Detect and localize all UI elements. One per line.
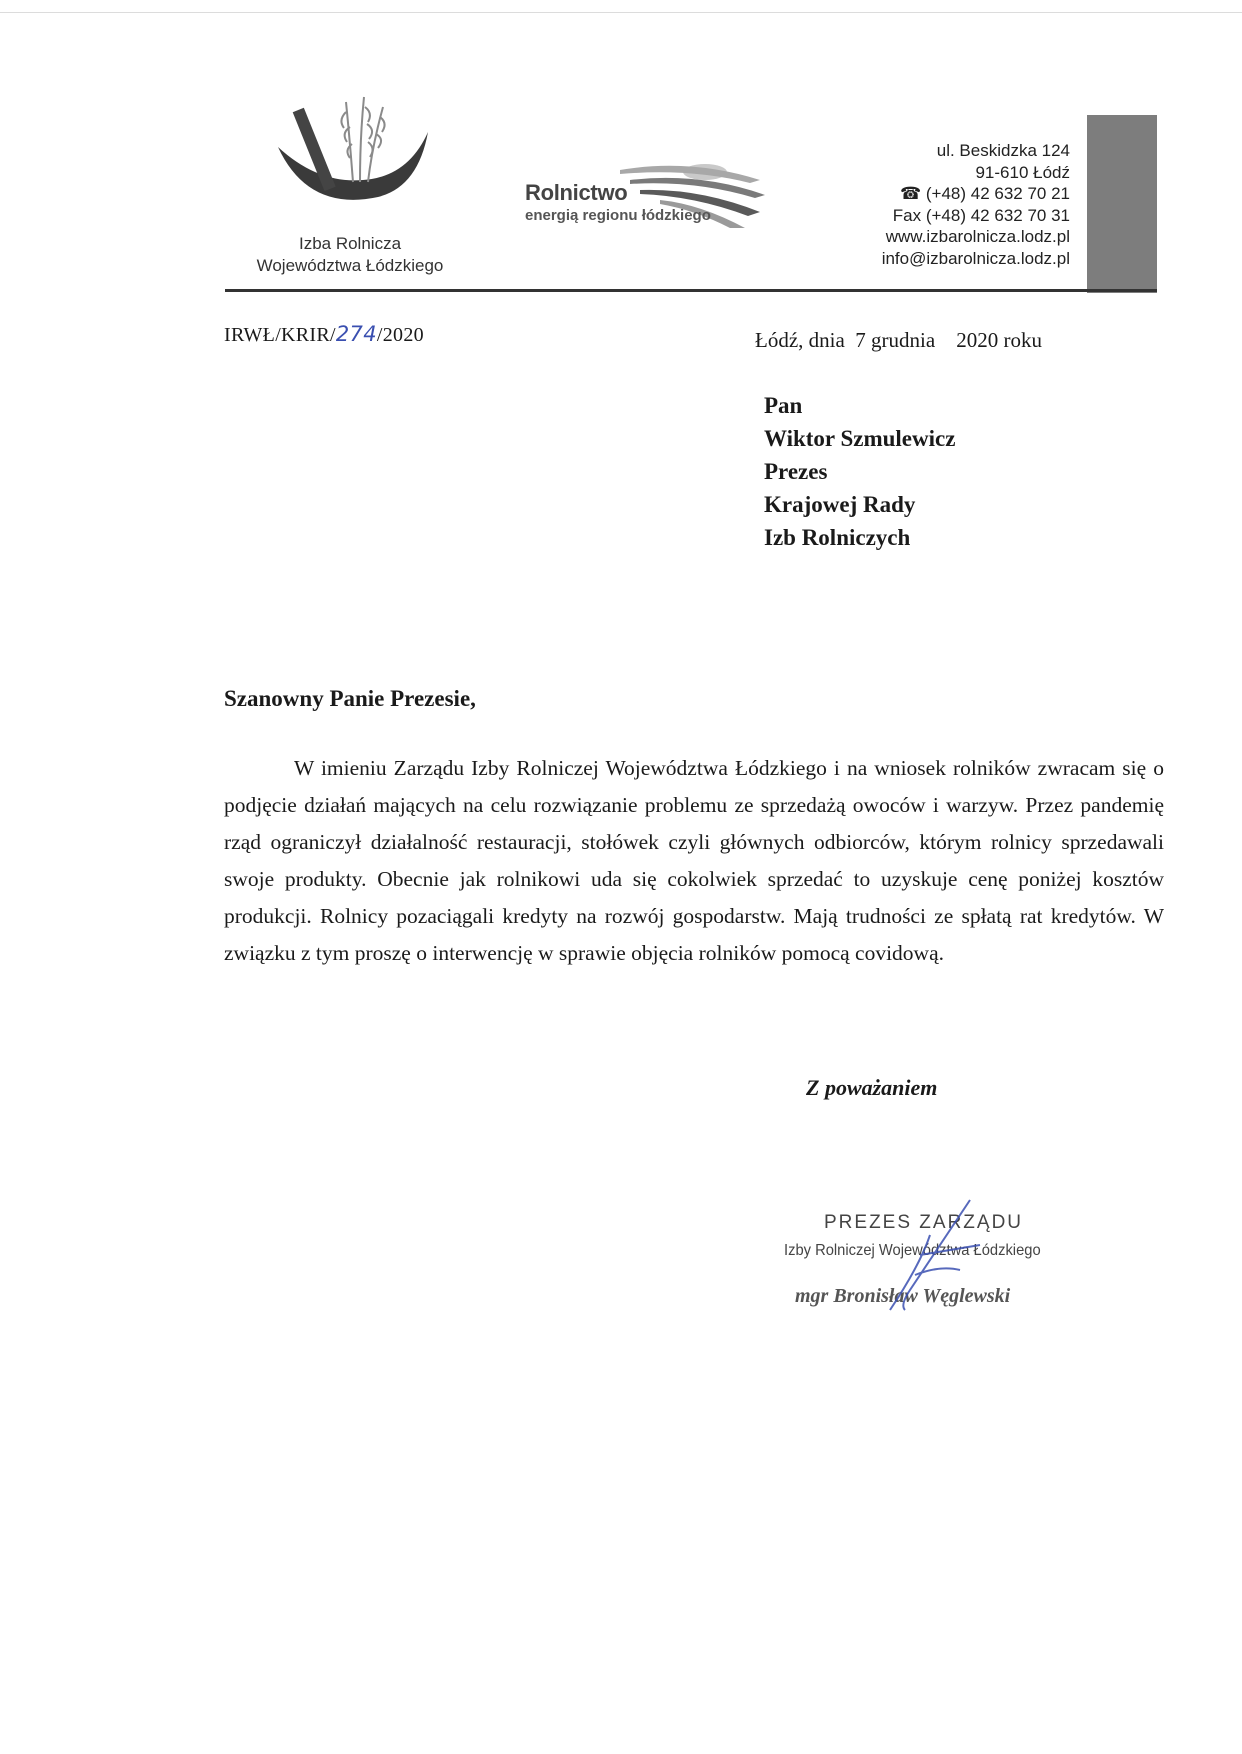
recipient-block bbox=[764, 389, 955, 554]
reference-suffix: /2020 bbox=[376, 324, 424, 346]
izba-rolnicza-logo-icon bbox=[268, 92, 438, 222]
stamp-name: mgr Bronisław Węglewski bbox=[795, 1285, 1011, 1307]
recipient-line: Pan bbox=[764, 393, 803, 418]
closing: Z poważaniem bbox=[806, 1075, 938, 1100]
org-name-line2: Województwa Łódzkiego bbox=[256, 256, 444, 275]
address-street: ul. Beskidzka 124 bbox=[936, 141, 1070, 160]
stamp-organization: Izby Rolniczej Województwa Łódzkiego bbox=[784, 1242, 1041, 1259]
recipient-line: Izb Rolniczych bbox=[764, 525, 911, 550]
fax-number: Fax (+48) 42 632 70 31 bbox=[892, 205, 1070, 225]
email-link[interactable]: info@izbarolnicza.lodz.pl bbox=[881, 248, 1070, 268]
reference-handwritten-number: 274 bbox=[335, 322, 377, 346]
letter-body: W imieniu Zarządu Izby Rolniczej Województwa Łódzkiego i na wniosek rolników zwracam się o podjęcie działań mających na celu rozwiązanie problemu ze sprzedażą owoców i warzyw. Przez pandemię rząd ograniczył działalność restauracji, stołówek czyli głównych odbiorców, którym rolnicy sprzedawali swoje produkty. Obecnie jak rolnikowi uda się cokolwiek sprzedać to uzyskuje cenę poniżej kosztów produkcji. Rolnicy pozaciągali kredyty na rozwój gospodarstw. Mają trudności ze spłatą rat kredytów. W związku z tym proszę o interwencję w sprawie objęcia rolników pomocą covidową. bbox=[224, 756, 1164, 965]
org-name-line1: Izba Rolnicza bbox=[298, 234, 402, 253]
contact-block bbox=[882, 140, 1070, 269]
header-grey-block bbox=[1087, 115, 1157, 293]
address-city: 91-610 Łódź bbox=[975, 162, 1070, 182]
scan-edge-line bbox=[0, 12, 1242, 13]
header-divider bbox=[225, 289, 1157, 292]
website-link[interactable]: www.izbarolnicza.lodz.pl bbox=[885, 227, 1070, 246]
date-line: Łódź, dnia 7 grudnia 2020 roku bbox=[755, 328, 1042, 352]
handwritten-signature-icon bbox=[860, 1195, 990, 1325]
salutation: Szanowny Panie Prezesie, bbox=[224, 686, 476, 711]
recipient-line: Prezes bbox=[764, 459, 828, 484]
stamp-title: PREZES ZARZĄDU bbox=[824, 1212, 1024, 1233]
recipient-line: Wiktor Szmulewicz bbox=[764, 426, 956, 451]
reference-number bbox=[224, 322, 424, 347]
phone-number: ☎ (+48) 42 632 70 21 bbox=[899, 184, 1070, 203]
brand-title: Rolnictwo bbox=[525, 180, 628, 205]
brand-subtitle: energią regionu łódzkiego bbox=[525, 207, 711, 224]
org-name bbox=[210, 233, 490, 277]
recipient-line: Krajowej Rady bbox=[764, 492, 916, 517]
reference-prefix: IRWŁ/KRIR/ bbox=[224, 324, 336, 346]
